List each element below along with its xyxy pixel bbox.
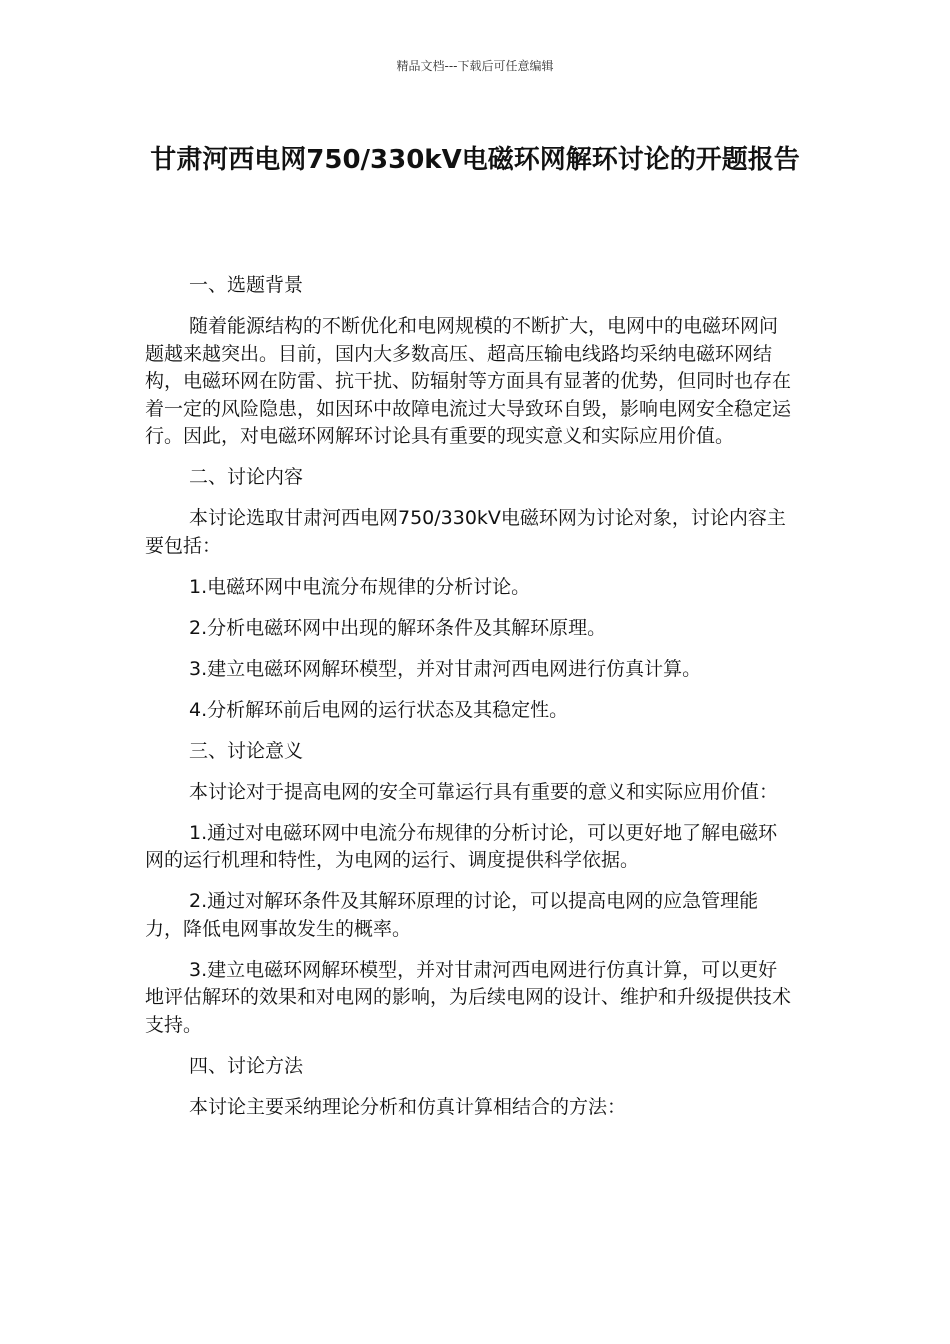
document-body: [145, 272, 795, 1135]
list-item-content-3: 3.建立电磁环网解环模型，并对甘肃河西电网进行仿真计算。: [189, 657, 702, 680]
list-item-content-1: 1.电磁环网中电流分布规律的分析讨论。: [189, 575, 531, 598]
section-heading-method: 四、讨论方法: [189, 1054, 304, 1077]
list-item-content-4: 4.分析解环前后电网的运行状态及其稳定性。: [189, 698, 569, 721]
list-item-significance-3: 3.建立电磁环网解环模型，并对甘肃河西电网进行仿真计算，可以更好地评估解环的效果和对电网的影响，为后续电网的设计、维护和升级提供技术支持。: [145, 958, 792, 1036]
section-heading-significance: 三、讨论意义: [189, 739, 304, 762]
list-item-significance-1: 1.通过对电磁环网中电流分布规律的分析讨论，可以更好地了解电磁环网的运行机理和特性，为电网的运行、调度提供科学依据。: [145, 821, 778, 871]
paragraph-method-intro: 本讨论主要采纳理论分析和仿真计算相结合的方法：: [189, 1095, 627, 1118]
list-item-significance-2: 2.通过对解环条件及其解环原理的讨论，可以提高电网的应急管理能力，降低电网事故发生的概率。: [145, 890, 759, 940]
paragraph-background: 随着能源结构的不断优化和电网规模的不断扩大，电网中的电磁环网问题越来越突出。目前，国内大多数高压、超高压输电线路均采纳电磁环网结构，电磁环网在防雷、抗干扰、防辐射等方面具有显著的优势，但同时也存在着一定的风险隐患，如因环中故障电流过大导致环自毁，影响电网安全稳定运行。因此，对电磁环网解环讨论具有重要的现实意义和实际应用价值。: [145, 315, 792, 447]
document-title: 甘肃河西电网750/330kV电磁环网解环讨论的开题报告: [150, 145, 800, 175]
page-header: 精品文档---下载后可任意编辑: [396, 59, 554, 73]
paragraph-content-intro: 本讨论选取甘肃河西电网750/330kV电磁环网为讨论对象，讨论内容主要包括：: [145, 507, 786, 557]
section-heading-background: 一、选题背景: [189, 274, 304, 296]
section-heading-content: 二、讨论内容: [189, 466, 304, 488]
paragraph-significance-intro: 本讨论对于提高电网的安全可靠运行具有重要的意义和实际应用价值：: [189, 780, 779, 803]
list-item-content-2: 2.分析电磁环网中出现的解环条件及其解环原理。: [189, 616, 607, 639]
